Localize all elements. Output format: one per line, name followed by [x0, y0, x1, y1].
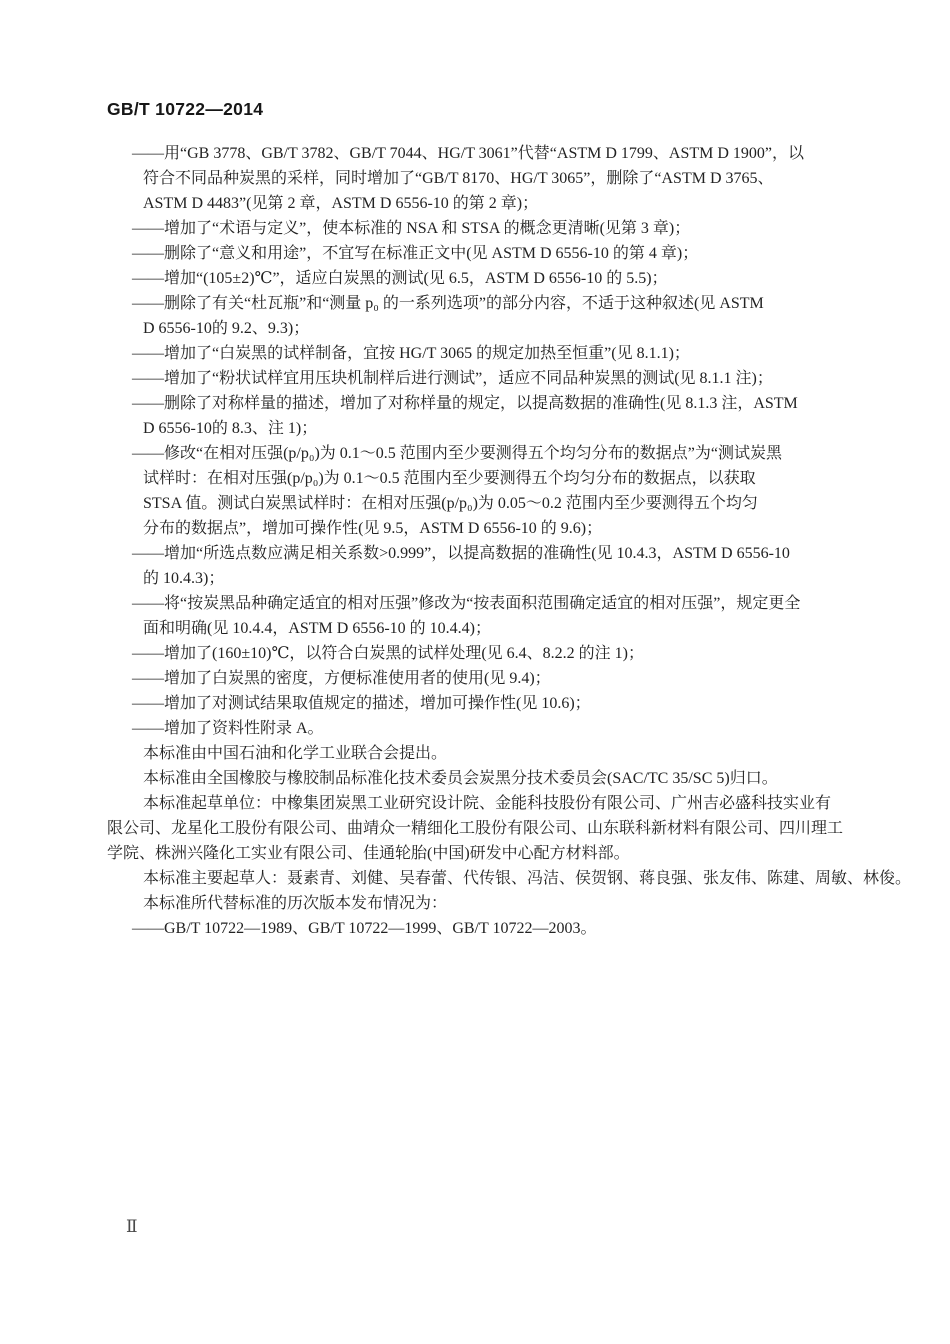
foreword-line: ——增加了“粉状试样宜用压块机制样后进行测试”，适应不同品种炭黑的测试(见 8.1.1 注)；	[132, 370, 773, 387]
foreword-line: ——增加“(105±2)℃”，适应白炭黑的测试(见 6.5，ASTM D 6556-10 的 5.5)；	[132, 270, 668, 287]
page-number: Ⅱ	[126, 1217, 138, 1236]
foreword-line: 本标准主要起草人：聂素青、刘健、吴春蕾、代传银、冯洁、侯贺钢、蒋良强、张友伟、陈建、周敏、林俊。	[143, 870, 912, 887]
foreword-line: ——删除了对称样量的描述，增加了对称样量的规定，以提高数据的准确性(见 8.1.3 注，ASTM	[132, 395, 798, 412]
foreword-line: ——删除了“意义和用途”，不宜写在标准正文中(见 ASTM D 6556-10 的第 4 章)；	[132, 245, 699, 262]
foreword-line: 面和明确(见 10.4.4，ASTM D 6556-10 的 10.4.4)；	[143, 620, 491, 637]
foreword-line: ——增加“所选点数应满足相关系数>0.999”，以提高数据的准确性(见 10.4.3，ASTM D 6556-10	[132, 545, 790, 562]
foreword-line: 本标准由中国石油和化学工业联合会提出。	[143, 745, 448, 762]
foreword-line: ——修改“在相对压强(p/p₀)为 0.1～0.5 范围内至少要测得五个均匀分布的数据点”为“测试炭黑	[132, 445, 782, 462]
foreword-line: ——增加了资料性附录 A。	[132, 720, 324, 737]
foreword-line: ——GB/T 10722—1989、GB/T 10722—1999、GB/T 10722—2003。	[132, 920, 597, 937]
foreword-line: ——用“GB 3778、GB/T 3782、GB/T 7044、HG/T 3061”代替“ASTM D 1799、ASTM D 1900”，以	[132, 145, 805, 162]
foreword-line: 试样时：在相对压强(p/p₀)为 0.1～0.5 范围内至少要测得五个均匀分布的数据点，以获取	[143, 470, 756, 487]
foreword-line: ASTM D 4483”(见第 2 章，ASTM D 6556-10 的第 2 章)；	[143, 195, 539, 212]
foreword-line: 的 10.4.3)；	[143, 570, 225, 587]
foreword-line: 符合不同品种炭黑的采样，同时增加了“GB/T 8170、HG/T 3065”，删除了“ASTM D 3765、	[143, 170, 774, 187]
foreword-line: 本标准所代替标准的历次版本发布情况为：	[143, 895, 448, 912]
foreword-line: 限公司、龙星化工股份有限公司、曲靖众一精细化工股份有限公司、山东联科新材料有限公司、四川理工	[107, 820, 844, 837]
foreword-line: 本标准由全国橡胶与橡胶制品标准化技术委员会炭黑分技术委员会(SAC/TC 35/SC 5)归口。	[143, 770, 778, 787]
foreword-line: 本标准起草单位：中橡集团炭黑工业研究设计院、金能科技股份有限公司、广州吉必盛科技实业有	[143, 795, 832, 812]
foreword-line: ——增加了白炭黑的密度，方便标准使用者的使用(见 9.4)；	[132, 670, 551, 687]
doc-number: GB/T 10722—2014	[107, 99, 264, 119]
foreword-line: ——删除了有关“杜瓦瓶”和“测量 p₀ 的一系列选项”的部分内容，不适于这种叙述(见 ASTM	[132, 295, 764, 312]
foreword-line: ——增加了(160±10)℃，以符合白炭黑的试样处理(见 6.4、8.2.2 的注 1)；	[132, 645, 644, 662]
foreword-body	[107, 141, 912, 941]
foreword-line: D 6556-10的 9.2、9.3)；	[143, 320, 310, 337]
foreword-line: ——将“按炭黑品种确定适宜的相对压强”修改为“按表面积范围确定适宜的相对压强”，规定更全	[132, 595, 801, 612]
foreword-line: D 6556-10的 8.3、注 1)；	[143, 420, 318, 437]
foreword-line: ——增加了对测试结果取值规定的描述，增加可操作性(见 10.6)；	[132, 695, 591, 712]
foreword-line: ——增加了“术语与定义”，使本标准的 NSA 和 STSA 的概念更清晰(见第 3 章)；	[132, 220, 691, 237]
foreword-line: ——增加了“白炭黑的试样制备，宜按 HG/T 3065 的规定加热至恒重”(见 8.1.1)；	[132, 345, 690, 362]
foreword-line: STSA 值。测试白炭黑试样时：在相对压强(p/p₀)为 0.05～0.2 范围内至少要测得五个均匀	[143, 495, 758, 512]
foreword-line: 分布的数据点”，增加可操作性(见 9.5，ASTM D 6556-10 的 9.6)；	[143, 520, 603, 537]
foreword-line: 学院、株洲兴隆化工实业有限公司、佳通轮胎(中国)研发中心配方材料部。	[107, 845, 630, 862]
